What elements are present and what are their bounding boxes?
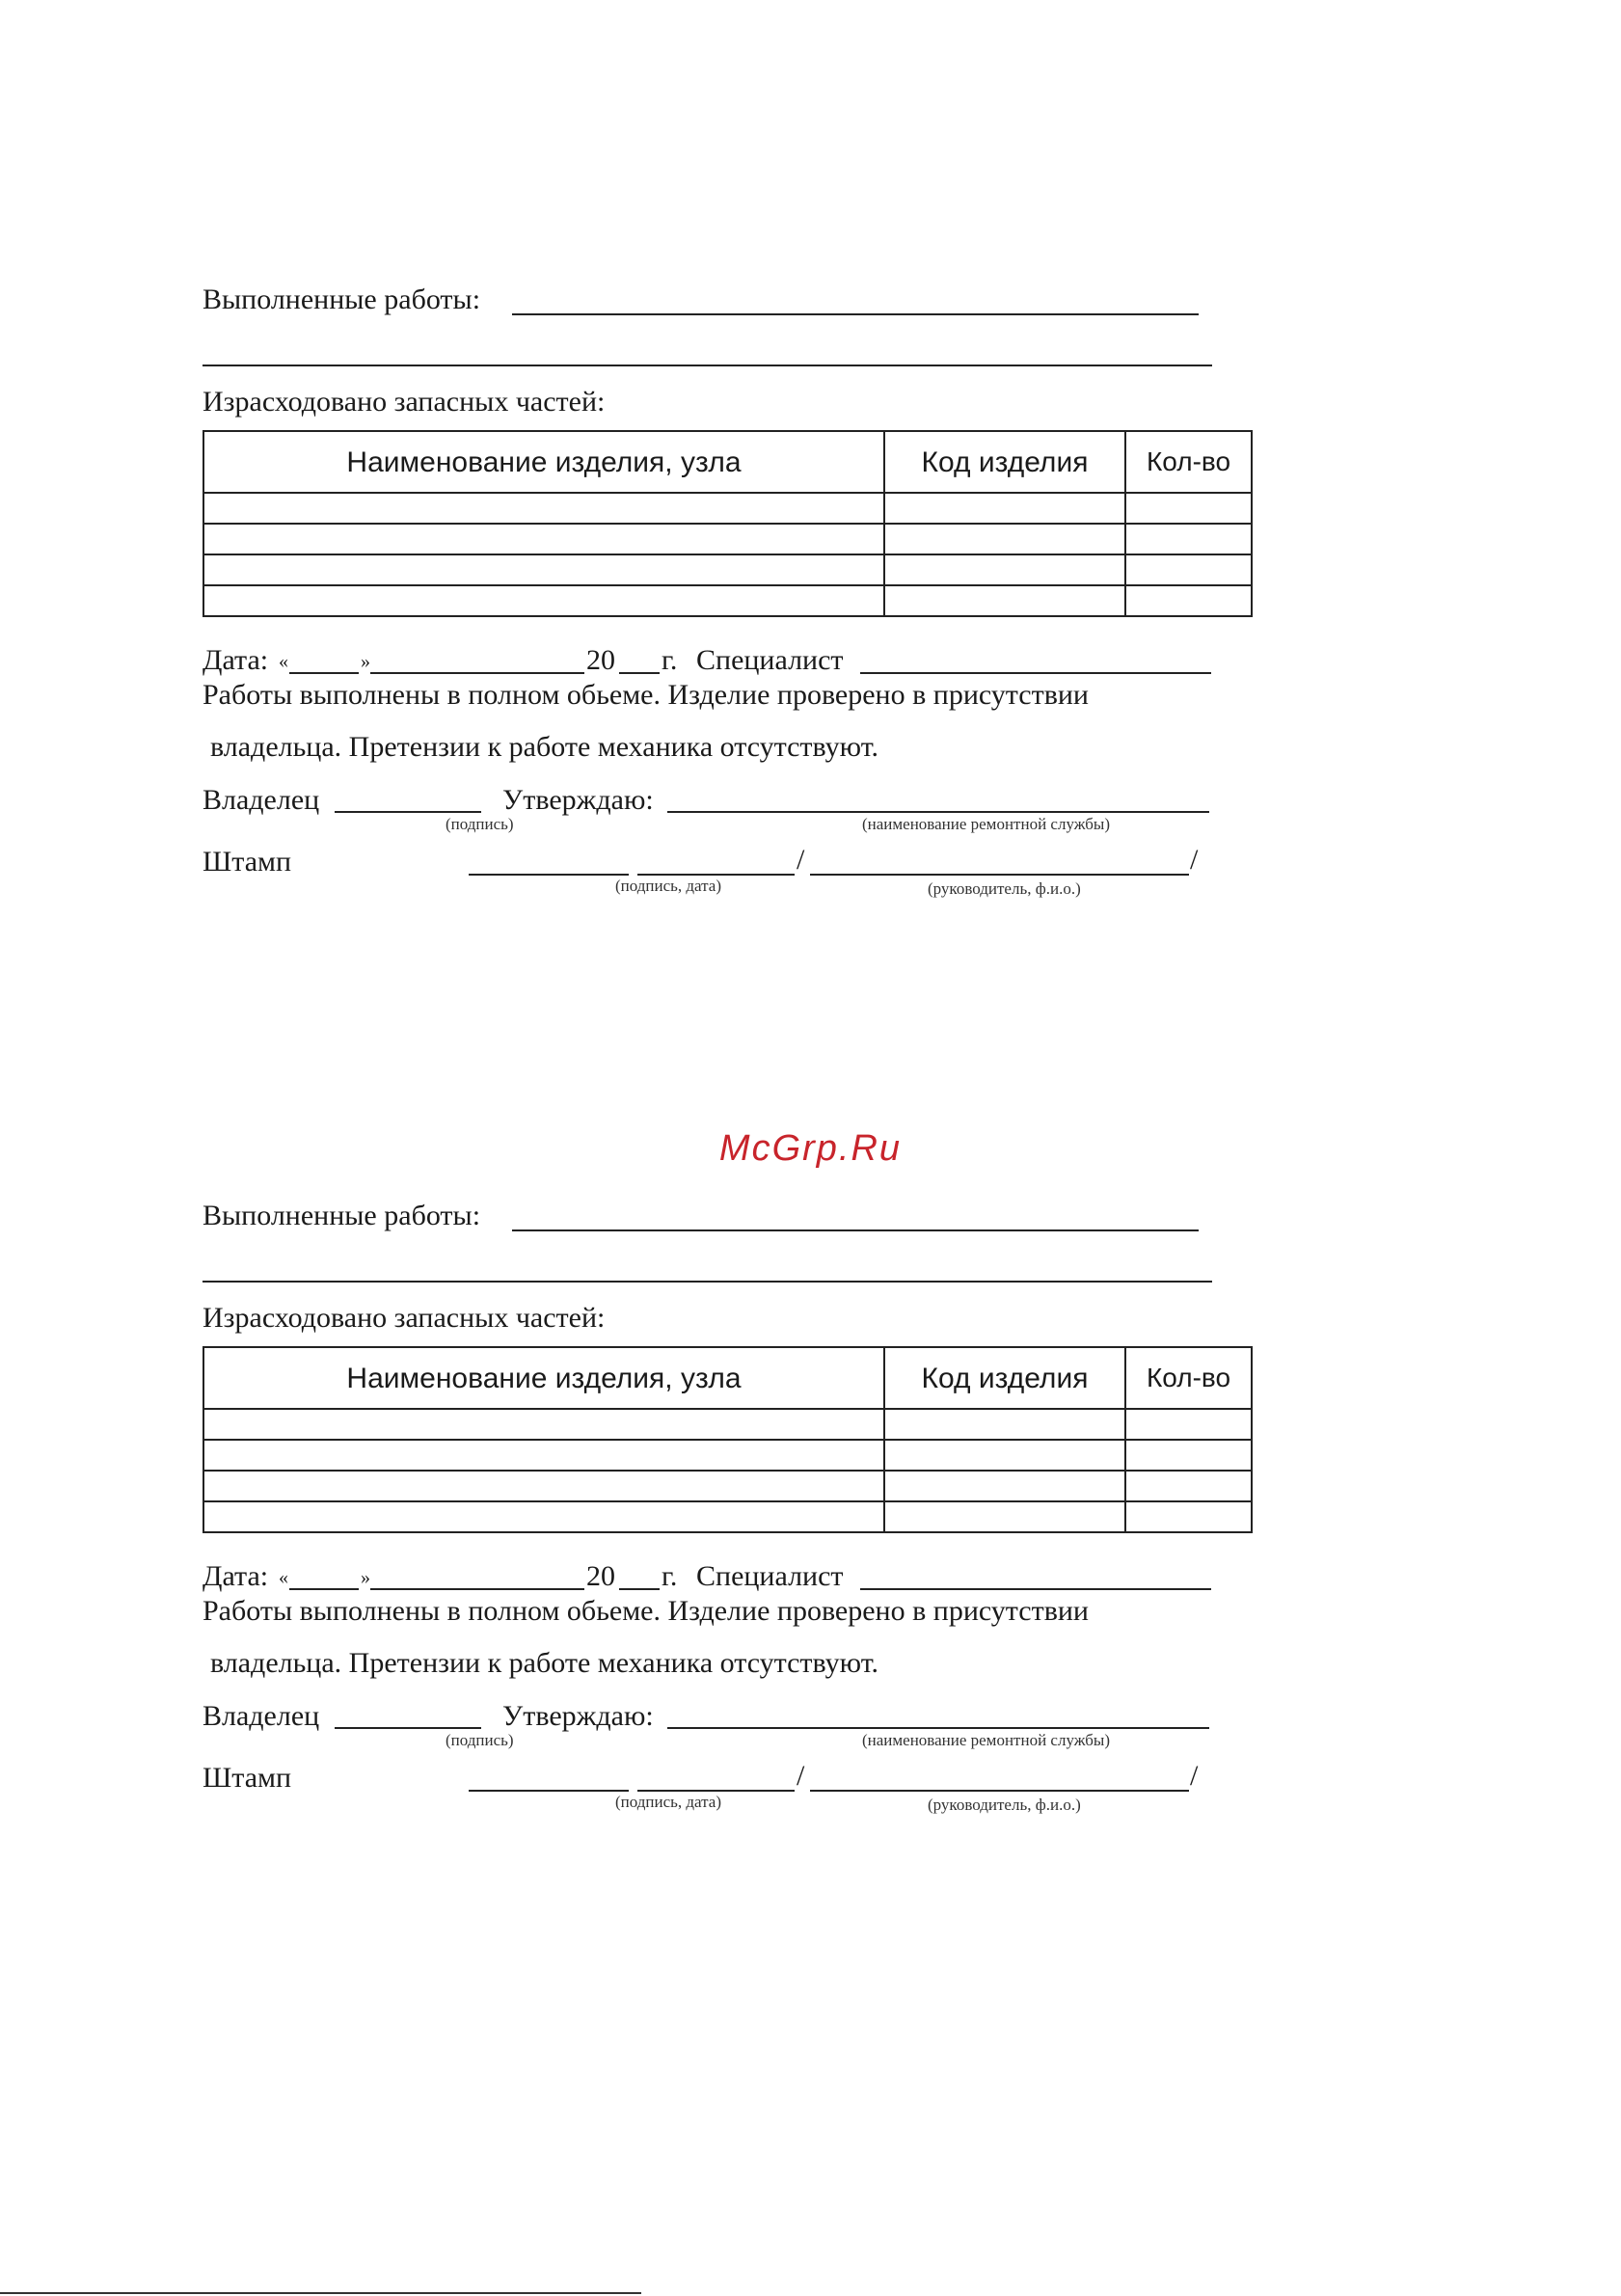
parts-label: Израсходовано запасных частей: — [203, 386, 606, 418]
quote-open: « — [279, 651, 288, 672]
quote-open: « — [279, 1567, 288, 1588]
cell-qty[interactable] — [1125, 493, 1252, 524]
year-line[interactable] — [619, 1588, 660, 1590]
service-caption: (наименование ремонтной службы) — [862, 815, 1110, 833]
owner-label: Владелец — [203, 1700, 320, 1732]
sign-line[interactable] — [469, 874, 629, 876]
owner-signature-line[interactable] — [335, 1727, 481, 1729]
year-line[interactable] — [619, 672, 660, 674]
quote-close: » — [361, 651, 370, 672]
service-line[interactable] — [667, 811, 1209, 813]
statement-line-1: Работы выполнены в полном обьеме. Изделие проверено в присутствии — [203, 1595, 1089, 1627]
slash-1: / — [797, 1760, 805, 1792]
table-row — [203, 1471, 1252, 1501]
parts-table — [203, 430, 1253, 617]
header-item-name: Наименование изделия, узла — [203, 1347, 884, 1409]
statement-line-1: Работы выполнены в полном обьеме. Изделие проверено в присутствии — [203, 679, 1089, 711]
cell-qty[interactable] — [1125, 1501, 1252, 1532]
year-suffix: г. — [662, 644, 678, 676]
table-row — [203, 1409, 1252, 1440]
service-record-form-2 — [0, 916, 1621, 1832]
watermark: McGrp.Ru — [718, 1128, 903, 1169]
works-line-2 — [203, 1281, 1212, 1283]
specialist-label: Специалист — [696, 644, 844, 676]
footer-rule — [0, 2292, 641, 2294]
owner-signature-caption: (подпись) — [446, 815, 514, 833]
specialist-label: Специалист — [696, 1560, 844, 1592]
sign-date-caption: (подпись, дата) — [615, 1793, 722, 1811]
table-row — [203, 524, 1252, 554]
cell-name[interactable] — [203, 493, 884, 524]
approve-label: Утверждаю: — [502, 1700, 654, 1732]
header-item-code: Код изделия — [884, 1347, 1125, 1409]
year-prefix: 20 — [586, 644, 615, 676]
owner-label: Владелец — [203, 784, 320, 816]
cell-qty[interactable] — [1125, 1440, 1252, 1471]
stamp-label: Штамп — [203, 846, 292, 878]
day-line[interactable] — [289, 1588, 359, 1590]
specialist-line[interactable] — [860, 1588, 1211, 1590]
service-line[interactable] — [667, 1727, 1209, 1729]
cell-name[interactable] — [203, 585, 884, 616]
table-row — [203, 1440, 1252, 1471]
owner-signature-caption: (подпись) — [446, 1731, 514, 1749]
works-line-1 — [512, 1229, 1199, 1231]
owner-signature-line[interactable] — [335, 811, 481, 813]
cell-code[interactable] — [884, 554, 1125, 585]
year-suffix: г. — [662, 1560, 678, 1592]
specialist-line[interactable] — [860, 672, 1211, 674]
header-item-code: Код изделия — [884, 431, 1125, 493]
cell-qty[interactable] — [1125, 554, 1252, 585]
stamp-label: Штамп — [203, 1762, 292, 1794]
date-sign-line[interactable] — [637, 874, 795, 876]
month-line[interactable] — [370, 672, 584, 674]
head-caption: (руководитель, ф.и.о.) — [928, 1796, 1081, 1814]
month-line[interactable] — [370, 1588, 584, 1590]
header-quantity: Кол-во — [1125, 1347, 1252, 1409]
table-row — [203, 493, 1252, 524]
day-line[interactable] — [289, 672, 359, 674]
table-row — [203, 585, 1252, 616]
head-caption: (руководитель, ф.и.о.) — [928, 879, 1081, 898]
parts-table-header-row — [203, 1347, 1252, 1409]
slash-2: / — [1190, 844, 1199, 876]
works-line-1 — [512, 313, 1199, 315]
parts-label: Израсходовано запасных частей: — [203, 1302, 606, 1334]
parts-table — [203, 1346, 1253, 1533]
cell-code[interactable] — [884, 1440, 1125, 1471]
works-line-2 — [203, 365, 1212, 366]
head-name-line[interactable] — [810, 1790, 1189, 1792]
cell-code[interactable] — [884, 524, 1125, 554]
works-label: Выполненные работы: — [203, 1200, 481, 1231]
head-name-line[interactable] — [810, 874, 1189, 876]
header-item-name: Наименование изделия, узла — [203, 431, 884, 493]
cell-qty[interactable] — [1125, 1471, 1252, 1501]
sign-date-caption: (подпись, дата) — [615, 877, 722, 895]
date-label: Дата: — [203, 644, 269, 676]
cell-code[interactable] — [884, 1501, 1125, 1532]
service-record-form-1 — [0, 0, 1621, 916]
cell-qty[interactable] — [1125, 524, 1252, 554]
slash-2: / — [1190, 1760, 1199, 1792]
date-label: Дата: — [203, 1560, 269, 1592]
header-quantity: Кол-во — [1125, 431, 1252, 493]
parts-table-header-row — [203, 431, 1252, 493]
year-prefix: 20 — [586, 1560, 615, 1592]
slash-1: / — [797, 844, 805, 876]
sign-line[interactable] — [469, 1790, 629, 1792]
table-row — [203, 1501, 1252, 1532]
statement-line-2: владельца. Претензии к работе механика отсутствуют. — [210, 731, 879, 763]
cell-code[interactable] — [884, 1471, 1125, 1501]
cell-name[interactable] — [203, 1440, 884, 1471]
works-label: Выполненные работы: — [203, 284, 481, 315]
cell-name[interactable] — [203, 524, 884, 554]
cell-name[interactable] — [203, 554, 884, 585]
cell-qty[interactable] — [1125, 585, 1252, 616]
cell-name[interactable] — [203, 1501, 884, 1532]
quote-close: » — [361, 1567, 370, 1588]
cell-name[interactable] — [203, 1409, 884, 1440]
date-sign-line[interactable] — [637, 1790, 795, 1792]
service-caption: (наименование ремонтной службы) — [862, 1731, 1110, 1749]
cell-name[interactable] — [203, 1471, 884, 1501]
cell-code[interactable] — [884, 585, 1125, 616]
table-row — [203, 554, 1252, 585]
approve-label: Утверждаю: — [502, 784, 654, 816]
cell-code[interactable] — [884, 1409, 1125, 1440]
cell-qty[interactable] — [1125, 1409, 1252, 1440]
statement-line-2: владельца. Претензии к работе механика отсутствуют. — [210, 1647, 879, 1679]
cell-code[interactable] — [884, 493, 1125, 524]
